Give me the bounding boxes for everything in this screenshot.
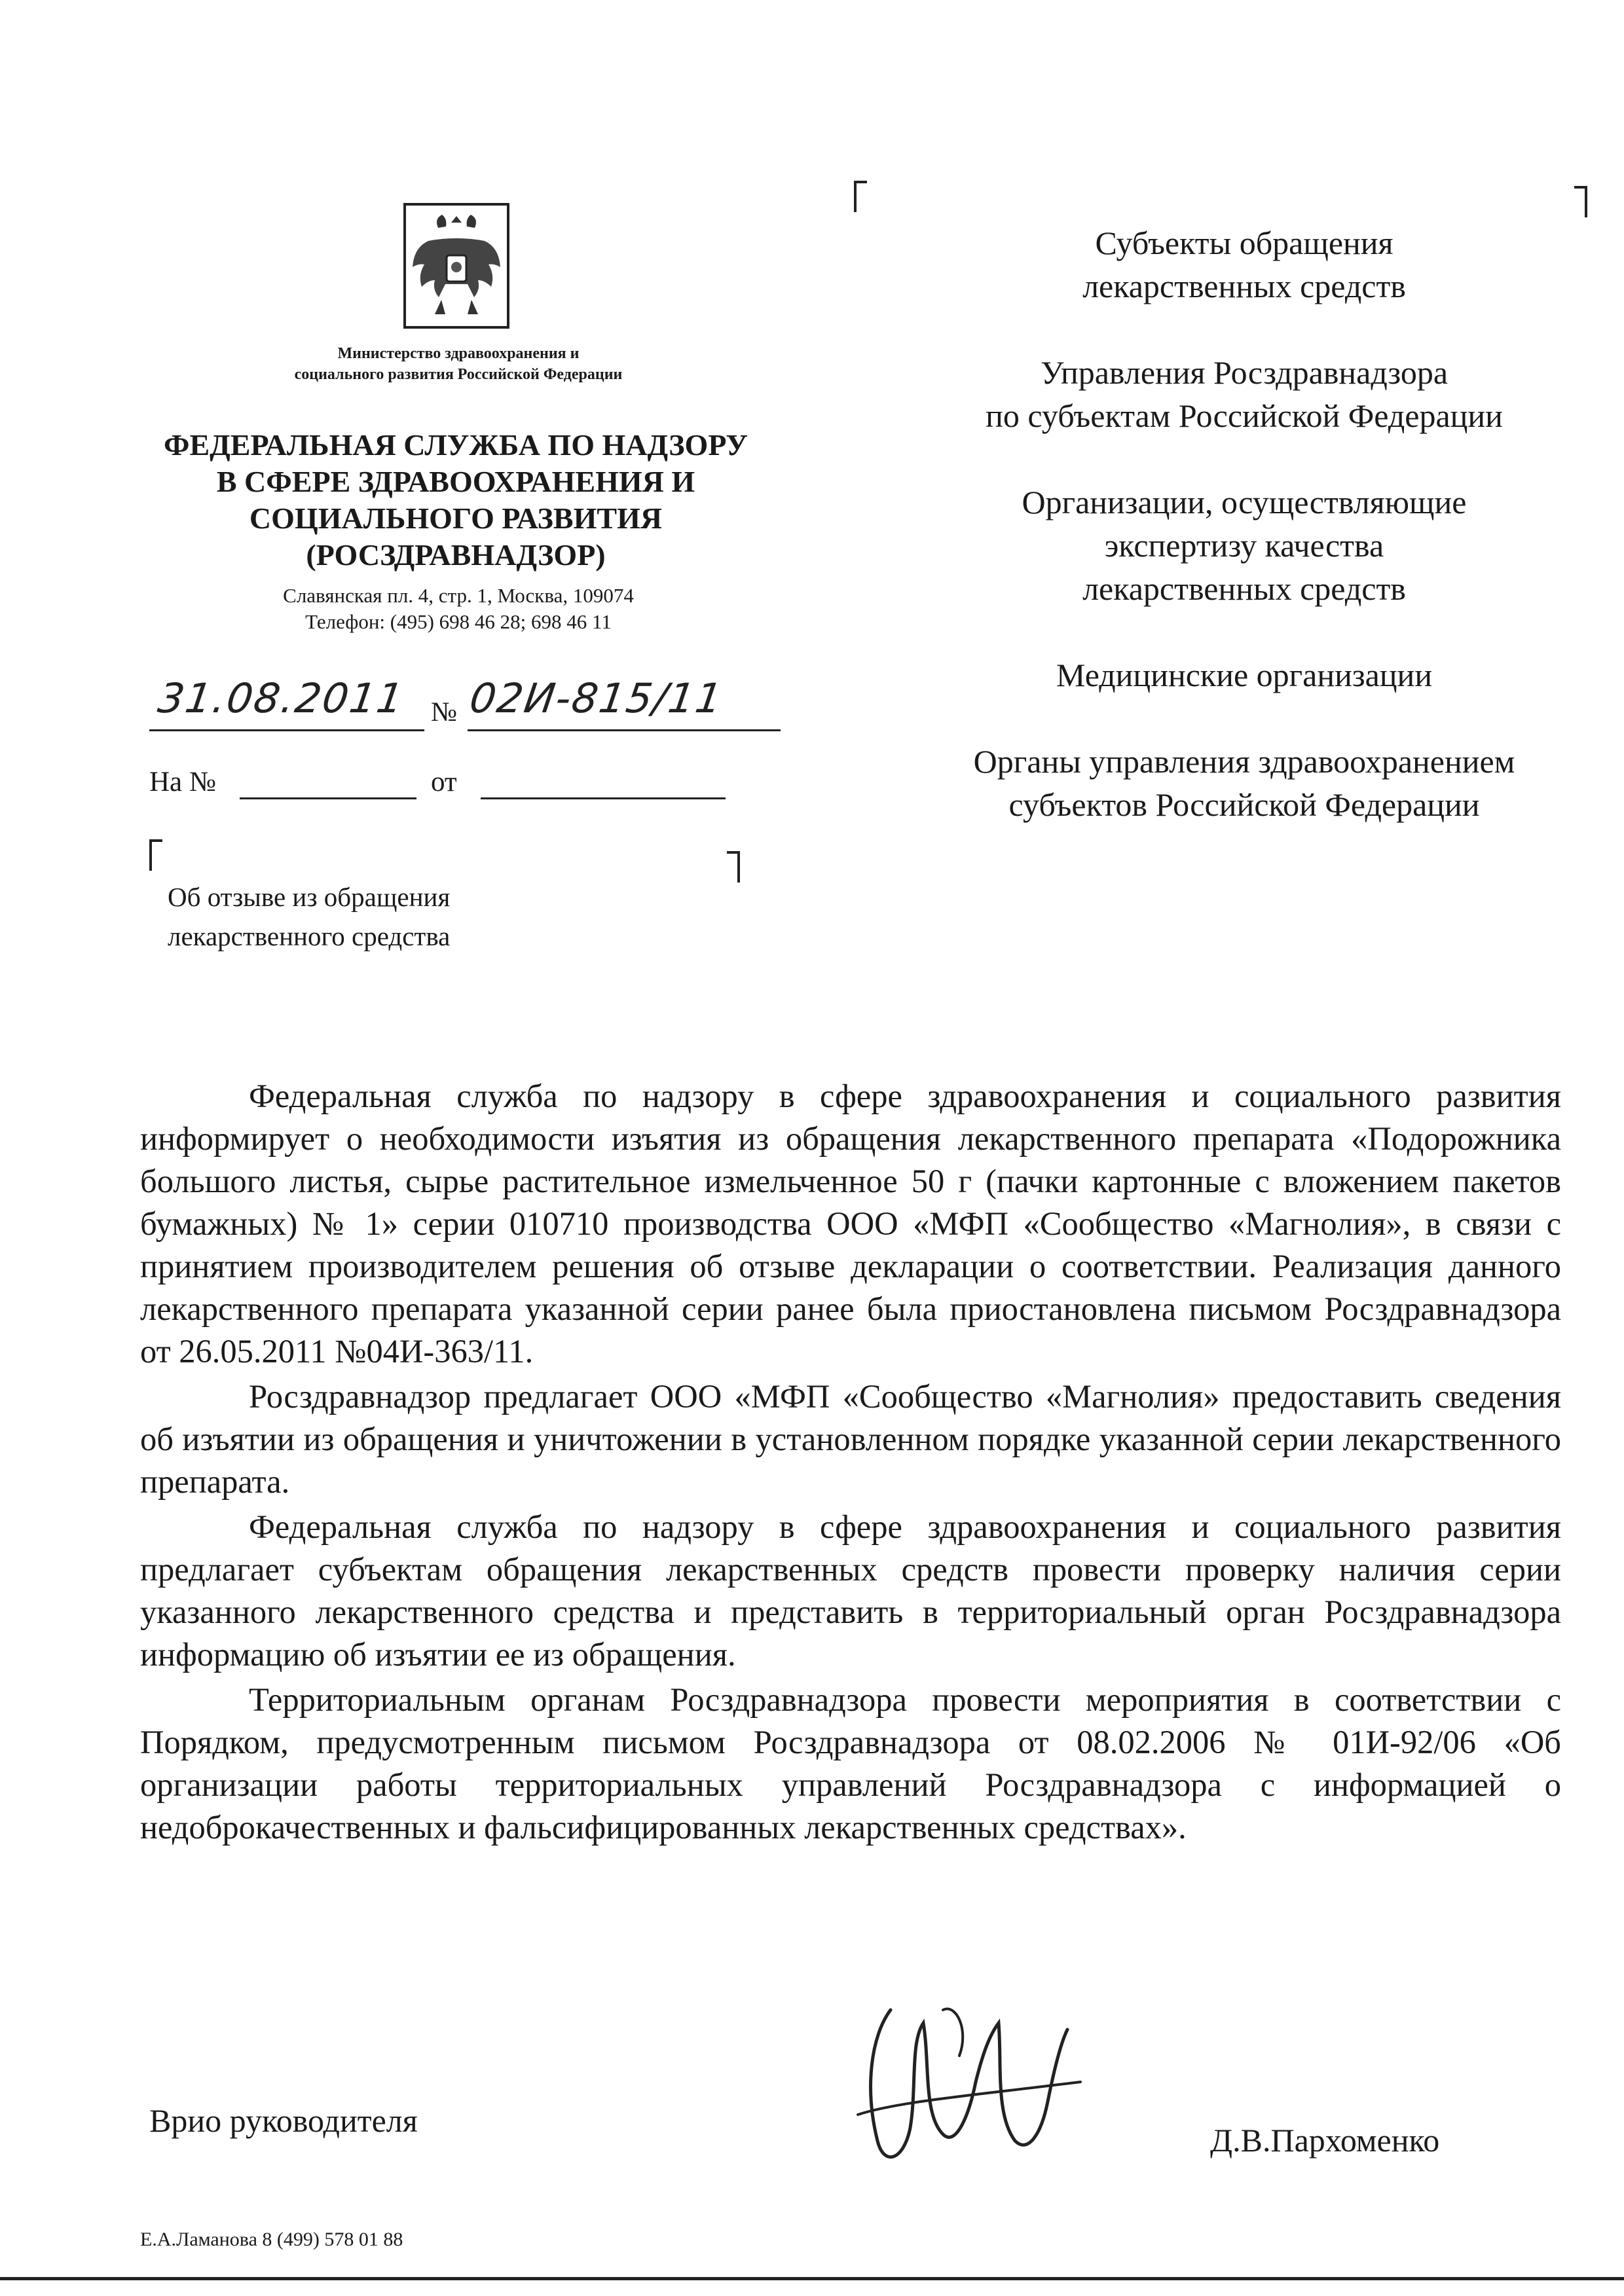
- number-underline: [468, 729, 781, 731]
- date-underline: [149, 729, 424, 731]
- signatory-name: Д.В.Пархоменко: [1210, 2122, 1440, 2159]
- service-line: ФЕДЕРАЛЬНАЯ СЛУЖБА ПО НАДЗОРУ: [163, 428, 748, 462]
- service-line: СОЦИАЛЬНОГО РАЗВИТИЯ: [249, 501, 663, 535]
- body-paragraph: Федеральная служба по надзору в сфере здравоохранения и социального развития предлагает субъектам обращения лекарственных средств провести проверку наличия серии указанного лекарственного средства и представить в территориальный орган Росздравнадзора информацию об изъятии ее из обращения.: [140, 1508, 1561, 1673]
- registration-line: [149, 674, 791, 733]
- recipient-line: лекарственных средств: [1082, 570, 1406, 607]
- recipients-bracket-left: [854, 181, 867, 212]
- recipient-entry: [917, 351, 1572, 437]
- page-bottom-rule: [0, 2277, 1624, 2280]
- recipient-line: Управления Росздравнадзора: [1040, 354, 1449, 391]
- service-line: (РОСЗДРАВНАДЗОР): [306, 538, 606, 572]
- recipient-line: Органы управления здравоохранением: [973, 743, 1515, 780]
- service-line: В СФЕРЕ ЗДРАВООХРАНЕНИЯ И: [216, 465, 695, 498]
- service-name: [128, 427, 783, 574]
- reference-number-blank: [240, 797, 416, 799]
- recipient-entry: [917, 221, 1572, 308]
- subject-bracket-left: [149, 839, 162, 871]
- address-block: [164, 583, 753, 635]
- ministry-line: социального развития Российской Федерации: [294, 366, 623, 383]
- phone-numbers: Телефон: (495) 698 46 28; 698 46 11: [305, 610, 612, 633]
- body-paragraph: Территориальным органам Росздравнадзора провести мероприятия в соответствии с Порядком, предусмотренным письмом Росздравнадзора от 08.02.2006 № 01И-92/06 «Об организации работы территориальных управлений Росздравнадзора с информацией о недоброкачественных и фальсифицированных лекарственных средствах».: [140, 1681, 1561, 1846]
- registration-number-label: №: [431, 697, 458, 727]
- letter-subject: [168, 877, 626, 956]
- recipient-line: субъектов Российской Федерации: [1008, 786, 1480, 823]
- registration-number: 02И-815/11: [466, 674, 726, 722]
- reference-date-blank: [481, 797, 726, 799]
- body-paragraph: Росздравнадзор предлагает ООО «МФП «Сообщество «Магнолия» предоставить сведения об изъятии из обращения и уничтожении в установленном порядке указанной серии лекарственного препарата.: [140, 1378, 1561, 1500]
- coat-of-arms-emblem: [402, 202, 511, 330]
- executor-contact: Е.А.Ламанова 8 (499) 578 01 88: [140, 2229, 403, 2250]
- reference-from-label: от: [431, 767, 457, 797]
- ministry-name: [196, 343, 720, 385]
- recipients-bracket-right: [1574, 186, 1587, 217]
- recipient-line: экспертизу качества: [1104, 527, 1384, 564]
- subject-bracket-right: [727, 851, 740, 883]
- ministry-line: Министерство здравоохранения и: [337, 345, 580, 362]
- recipient-line: Субъекты обращения: [1095, 225, 1393, 261]
- recipients-block: [917, 221, 1572, 869]
- recipient-entry: [917, 653, 1572, 697]
- reference-number-label: На №: [149, 767, 216, 797]
- recipient-line: по субъектам Российской Федерации: [986, 397, 1503, 434]
- subject-line: лекарственного средства: [168, 921, 451, 951]
- recipient-line: Медицинские организации: [1056, 657, 1433, 693]
- recipient-entry: [917, 481, 1572, 610]
- body-paragraph: Федеральная служба по надзору в сфере здравоохранения и социального развития информирует о необходимости изъятия из обращения лекарственного препарата «Подорожника большого листья, сырье растительное измельченное 50 г (пачки картонные с вложением пакетов бумажных) № 1» серии 010710 производства ООО «МФП «Сообщество «Магнолия», в связи с принятием производителем решения об отзыве декларации о соответствии. Реализация данного лекарственного препарата указанной серии ранее была приостановлена письмом Росздравнадзора от 26.05.2011 №04И-363/11.: [140, 1078, 1561, 1370]
- signatory-title: Врио руководителя: [149, 2102, 418, 2139]
- handwritten-signature: [845, 1984, 1094, 2180]
- letter-body: [140, 1075, 1561, 1851]
- subject-line: Об отзыве из обращения: [168, 882, 451, 912]
- registration-date: 31.08.2011: [155, 674, 408, 722]
- recipient-line: лекарственных средств: [1082, 268, 1406, 304]
- postal-address: Славянская пл. 4, стр. 1, Москва, 109074: [283, 584, 634, 607]
- recipient-entry: [917, 740, 1572, 826]
- recipient-line: Организации, осуществляющие: [1022, 484, 1467, 520]
- reference-line: [149, 766, 739, 805]
